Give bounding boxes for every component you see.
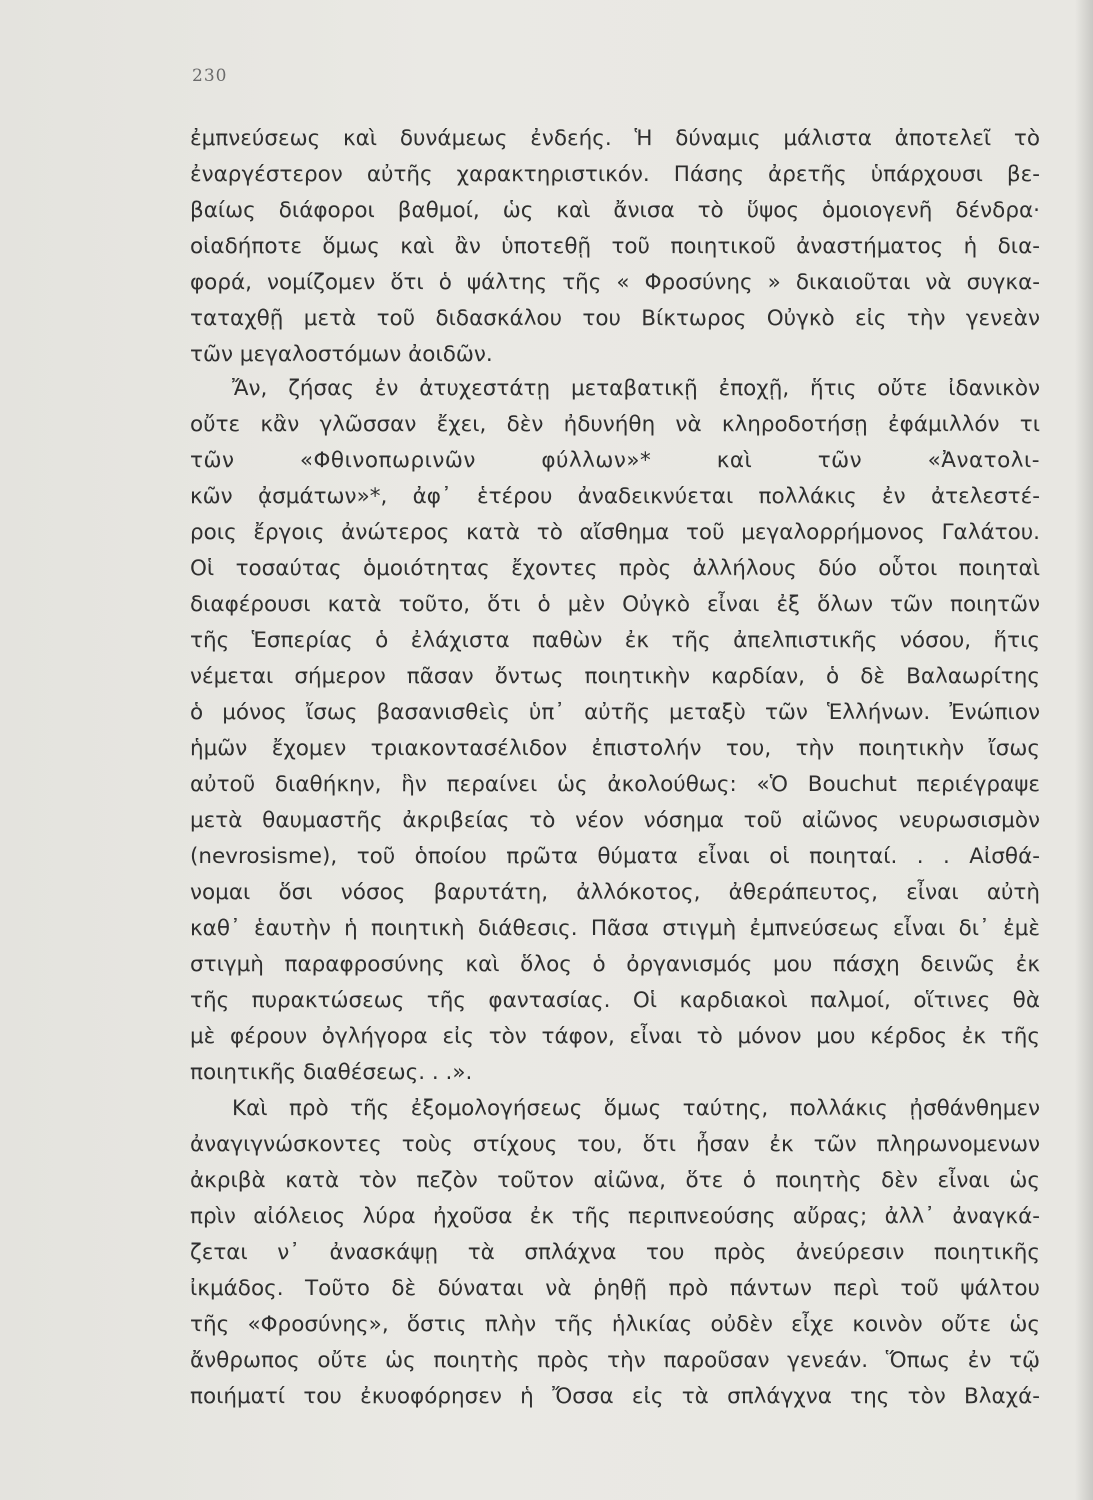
text-line: ταταχθῇ μετὰ τοῦ διδασκάλου του Βίκτωρος Οὐγκὸ εἰς τὴν γενεὰν	[190, 306, 1040, 331]
text-line: ἐμπνεύσεως καὶ δυνάμεως ἐνδεής. Ἡ δύναμις μάλιστα ἀποτελεῖ τὸ	[190, 126, 1040, 151]
text-line: μετὰ θαυμαστῆς ἀκριβείας τὸ νέον νόσημα τοῦ αἰῶνος νευρωσισμὸν	[190, 808, 1040, 833]
text-line: ἀκριβὰ κατὰ τὸν πεζὸν τοῦτον αἰῶνα, ὅτε ὁ ποιητὴς δὲν εἶναι ὡς	[190, 1168, 1040, 1193]
text-line: τῶν «Φθινοπωρινῶν φύλλων»* καὶ τῶν «Ἀνατολι-	[190, 448, 1040, 473]
text-line: οἱαδήποτε ὅμως καὶ ἂν ὑποτεθῇ τοῦ ποιητικοῦ ἀναστήματος ἡ δια-	[190, 234, 1040, 259]
text-line: ὁ μόνος ἴσως βασανισθεὶς ὑπ᾽ αὐτῆς μεταξὺ τῶν Ἑλλήνων. Ἐνώπιον	[190, 700, 1040, 725]
text-line: Οἱ τοσαύτας ὁμοιότητας ἔχοντες πρὸς ἀλλήλους δύο οὗτοι ποιηταὶ	[190, 556, 1040, 581]
text-line: μὲ φέρουν ὀγλήγορα εἰς τὸν τάφον, εἶναι τὸ μόνον μου κέρδος ἐκ τῆς	[190, 1024, 1040, 1049]
page-spine-shadow	[1075, 0, 1093, 1500]
text-line: τῆς Ἑσπερίας ὁ ἐλάχιστα παθὼν ἐκ τῆς ἀπελπιστικῆς νόσου, ἥτις	[190, 628, 1040, 653]
text-line: αὐτοῦ διαθήκην, ἣν περαίνει ὡς ἀκολούθως: «Ὁ Bouchut περιέγραψε	[190, 772, 1040, 797]
text-line: κῶν ᾀσμάτων»*, ἀφ᾽ ἑτέρου ἀναδεικνύεται πολλάκις ἐν ἀτελεστέ-	[190, 484, 1040, 509]
text-line: νέμεται σήμερον πᾶσαν ὄντως ποιητικὴν καρδίαν, ὁ δὲ Βαλαωρίτης	[190, 664, 1040, 689]
text-line: (nevrosisme), τοῦ ὁποίου πρῶτα θύματα εἶναι οἱ ποιηταί. . . Αἰσθά-	[190, 844, 1040, 869]
text-line: ἐναργέστερον αὐτῆς χαρακτηριστικόν. Πάσης ἀρετῆς ὑπάρχουσι βε-	[190, 162, 1040, 187]
text-line: οὔτε κἂν γλῶσσαν ἔχει, δὲν ἠδυνήθη νὰ κληροδοτήσῃ ἐφάμιλλόν τι	[190, 412, 1040, 437]
text-line: τῆς πυρακτώσεως τῆς φαντασίας. Οἱ καρδιακοὶ παλμοί, οἵτινες θὰ	[190, 988, 1040, 1013]
text-line: ἀναγιγνώσκοντες τοὺς στίχους του, ὅτι ἦσαν ἐκ τῶν πληρωνομενων	[190, 1132, 1040, 1157]
text-line: ἡμῶν ἔχομεν τριακοντασέλιδον ἐπιστολήν του, τὴν ποιητικὴν ἴσως	[190, 736, 1040, 761]
text-line: τῆς «Φροσύνης», ὅστις πλὴν τῆς ἡλικίας οὐδὲν εἶχε κοινὸν οὔτε ὡς	[190, 1312, 1040, 1337]
text-line: καθ᾽ ἑαυτὴν ἡ ποιητικὴ διάθεσις. Πᾶσα στιγμὴ ἐμπνεύσεως εἶναι δι᾽ ἐμὲ	[190, 916, 1040, 941]
page-number: 230	[192, 66, 228, 86]
text-line: φορά, νομίζομεν ὅτι ὁ ψάλτης τῆς « Φροσύνης » δικαιοῦται νὰ συγκα-	[190, 270, 1040, 295]
text-line: ποιητικῆς διαθέσεως. . .».	[190, 1060, 473, 1085]
text-line: βαίως διάφοροι βαθμοί, ὡς καὶ ἄνισα τὸ ὕψος ὁμοιογενῆ δένδρα·	[190, 198, 1040, 223]
text-line: Ἄν, ζήσας ἐν ἀτυχεστάτῃ μεταβατικῇ ἐποχῇ, ἥτις οὔτε ἰδανικὸν	[232, 376, 1040, 401]
text-line: ἰκμάδος. Τοῦτο δὲ δύναται νὰ ῥηθῇ πρὸ πάντων περὶ τοῦ ψάλτου	[190, 1276, 1040, 1301]
text-line: ροις ἔργοις ἀνώτερος κατὰ τὸ αἴσθημα τοῦ μεγαλορρήμονος Γαλάτου.	[190, 520, 1040, 545]
text-line: ποιήματί του ἐκυοφόρησεν ἡ Ὄσσα εἰς τὰ σπλάγχνα της τὸν Βλαχά-	[190, 1384, 1040, 1409]
text-line: Καὶ πρὸ τῆς ἐξομολογήσεως ὅμως ταύτης, πολλάκις ᾐσθάνθημεν	[232, 1096, 1040, 1121]
text-line: πρὶν αἰόλειος λύρα ἠχοῦσα ἐκ τῆς περιπνεούσης αὔρας; ἀλλ᾽ ἀναγκά-	[190, 1204, 1040, 1229]
text-line: στιγμὴ παραφροσύνης καὶ ὅλος ὁ ὀργανισμός μου πάσχη δεινῶς ἐκ	[190, 952, 1040, 977]
text-line: τῶν μεγαλοστόμων ἀοιδῶν.	[190, 342, 493, 367]
text-line: διαφέρουσι κατὰ τοῦτο, ὅτι ὁ μὲν Οὐγκὸ εἶναι ἐξ ὅλων τῶν ποιητῶν	[190, 592, 1040, 617]
text-line: ἄνθρωπος οὔτε ὡς ποιητὴς πρὸς τὴν παροῦσαν γενεάν. Ὅπως ἐν τῷ	[190, 1348, 1040, 1373]
text-line: νομαι ὅσι νόσος βαρυτάτη, ἀλλόκοτος, ἀθεράπευτος, εἶναι αὐτὴ	[190, 880, 1040, 905]
text-line: ζεται ν᾽ ἀνασκάψῃ τὰ σπλάχνα του πρὸς ἀνεύρεσιν ποιητικῆς	[190, 1240, 1040, 1265]
